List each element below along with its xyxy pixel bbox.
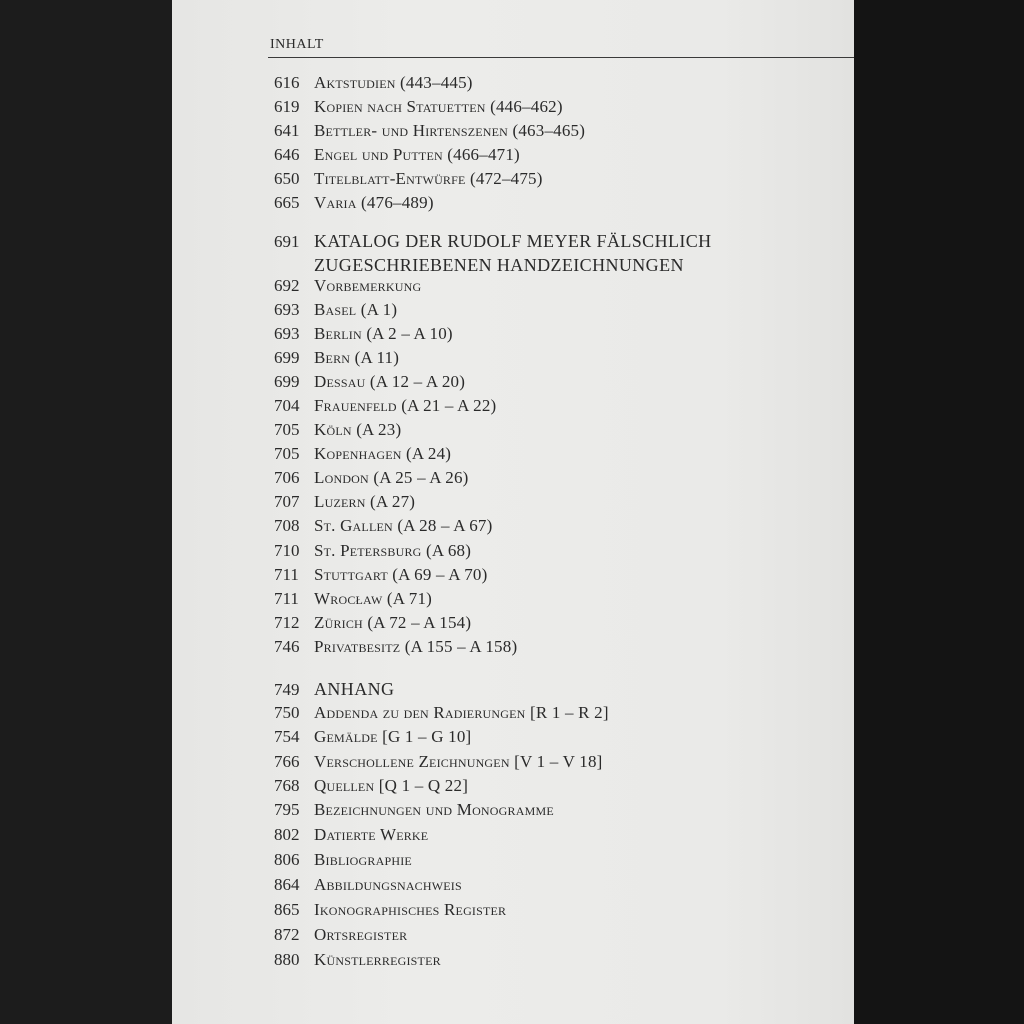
toc-entry	[274, 394, 496, 418]
entry-title: Bibliographie	[314, 850, 412, 869]
page-number: 749	[274, 680, 300, 699]
entry-title: Köln (A 23)	[314, 420, 402, 439]
entry-title: Stuttgart (A 69 – A 70)	[314, 565, 488, 584]
toc-entry	[274, 948, 441, 972]
page-number: 746	[274, 637, 300, 656]
toc-entry	[274, 750, 603, 774]
page-number: 802	[274, 825, 300, 844]
entry-title: Quellen [Q 1 – Q 22]	[314, 776, 469, 795]
entry-title: Abbildungsnachweis	[314, 875, 462, 894]
entry-title: London (A 25 – A 26)	[314, 468, 469, 487]
page-number: 711	[274, 565, 299, 584]
entry-title: Ikonographisches Register	[314, 900, 507, 919]
page-number: 704	[274, 396, 300, 415]
section-title: ANHANG	[314, 679, 395, 699]
page-number: 699	[274, 348, 300, 367]
toc-entry	[274, 898, 506, 922]
entry-title: St. Gallen (A 28 – A 67)	[314, 516, 493, 535]
page-number: 880	[274, 950, 300, 969]
page-number: 693	[274, 300, 300, 319]
toc-entry	[274, 322, 453, 346]
running-head: INHALT	[270, 37, 324, 52]
toc-entry	[274, 143, 520, 167]
page-number: 806	[274, 850, 300, 869]
entry-title: Engel und Putten (466–471)	[314, 145, 520, 164]
page-number: 710	[274, 541, 300, 560]
section-heading-katalog	[274, 229, 712, 254]
toc-entry	[274, 635, 517, 659]
toc-entry	[274, 725, 471, 749]
page-number: 691	[274, 232, 300, 251]
page-number: 795	[274, 800, 300, 819]
entry-title: Privatbesitz (A 155 – A 158)	[314, 637, 518, 656]
toc-entry	[274, 71, 473, 95]
entry-title: Ortsregister	[314, 925, 408, 944]
entry-title: Verschollene Zeichnungen [V 1 – V 18]	[314, 752, 603, 771]
page-number: 665	[274, 193, 300, 212]
page-number: 705	[274, 444, 300, 463]
entry-title: Kopien nach Statuetten (446–462)	[314, 97, 563, 116]
page-number: 872	[274, 925, 300, 944]
page-number: 766	[274, 752, 300, 771]
entry-title: Zürich (A 72 – A 154)	[314, 613, 472, 632]
entry-title: Kopenhagen (A 24)	[314, 444, 452, 463]
toc-entry	[274, 701, 609, 725]
page-number: 619	[274, 97, 300, 116]
page-number: 712	[274, 613, 300, 632]
page-number: 699	[274, 372, 300, 391]
toc-entry	[274, 798, 554, 822]
page-number: 706	[274, 468, 300, 487]
entry-title: Datierte Werke	[314, 825, 429, 844]
entry-title: Berlin (A 2 – A 10)	[314, 324, 453, 343]
entry-title: Titelblatt-Entwürfe (472–475)	[314, 169, 543, 188]
toc-entry	[274, 539, 471, 563]
entry-title: Vorbemerkung	[314, 276, 422, 295]
toc-entry	[274, 442, 451, 466]
entry-title: Gemälde [G 1 – G 10]	[314, 727, 472, 746]
toc-entry	[274, 611, 471, 635]
page-number: 705	[274, 420, 300, 439]
section-title: KATALOG DER RUDOLF MEYER FÄLSCHLICH	[314, 231, 712, 251]
page-number: 711	[274, 589, 299, 608]
entry-title: Dessau (A 12 – A 20)	[314, 372, 466, 391]
toc-entry	[274, 490, 415, 514]
page-number: 750	[274, 703, 300, 722]
toc-entry	[274, 346, 399, 370]
page-number: 692	[274, 276, 300, 295]
entry-title: Frauenfeld (A 21 – A 22)	[314, 396, 497, 415]
page-number: 708	[274, 516, 300, 535]
entry-title: Luzern (A 27)	[314, 492, 416, 511]
page-number: 693	[274, 324, 300, 343]
entry-title: Basel (A 1)	[314, 300, 398, 319]
toc-entry	[274, 466, 469, 490]
entry-title: Varia (476–489)	[314, 193, 434, 212]
page-number: 754	[274, 727, 300, 746]
page-number: 865	[274, 900, 300, 919]
entry-title: Aktstudien (443–445)	[314, 73, 473, 92]
entry-title: Künstlerregister	[314, 950, 441, 969]
entry-title: Bettler- und Hirtenszenen (463–465)	[314, 121, 586, 140]
toc-entry	[274, 167, 543, 191]
toc-entry	[274, 119, 585, 143]
toc-entry	[274, 95, 563, 119]
section-title-continued: ZUGESCHRIEBENEN HANDZEICHNUNGEN	[314, 255, 684, 275]
page-number: 650	[274, 169, 300, 188]
toc-entry	[274, 514, 493, 538]
page-number: 864	[274, 875, 300, 894]
toc-entry	[274, 418, 401, 442]
toc-entry	[274, 298, 397, 322]
page-number: 646	[274, 145, 300, 164]
toc-entry	[274, 923, 407, 947]
toc-entry	[274, 191, 434, 215]
page-number: 707	[274, 492, 300, 511]
page-number: 616	[274, 73, 300, 92]
entry-title: St. Petersburg (A 68)	[314, 541, 472, 560]
entry-title: Addenda zu den Radierungen [R 1 – R 2]	[314, 703, 609, 722]
section-heading-anhang	[274, 677, 394, 702]
toc-entry	[274, 370, 465, 394]
toc-entry	[274, 563, 487, 587]
toc-entry	[274, 774, 468, 798]
toc-entry	[274, 274, 421, 298]
page-number: 641	[274, 121, 300, 140]
entry-title: Bern (A 11)	[314, 348, 400, 367]
toc-entry	[274, 873, 462, 897]
header-rule	[268, 57, 854, 58]
toc-entry	[274, 823, 428, 847]
toc-entry	[274, 587, 432, 611]
entry-title: Bezeichnungen und Monogramme	[314, 800, 554, 819]
toc-entry	[274, 848, 412, 872]
entry-title: Wrocław (A 71)	[314, 589, 433, 608]
background-edge	[854, 0, 1024, 1024]
page-number: 768	[274, 776, 300, 795]
